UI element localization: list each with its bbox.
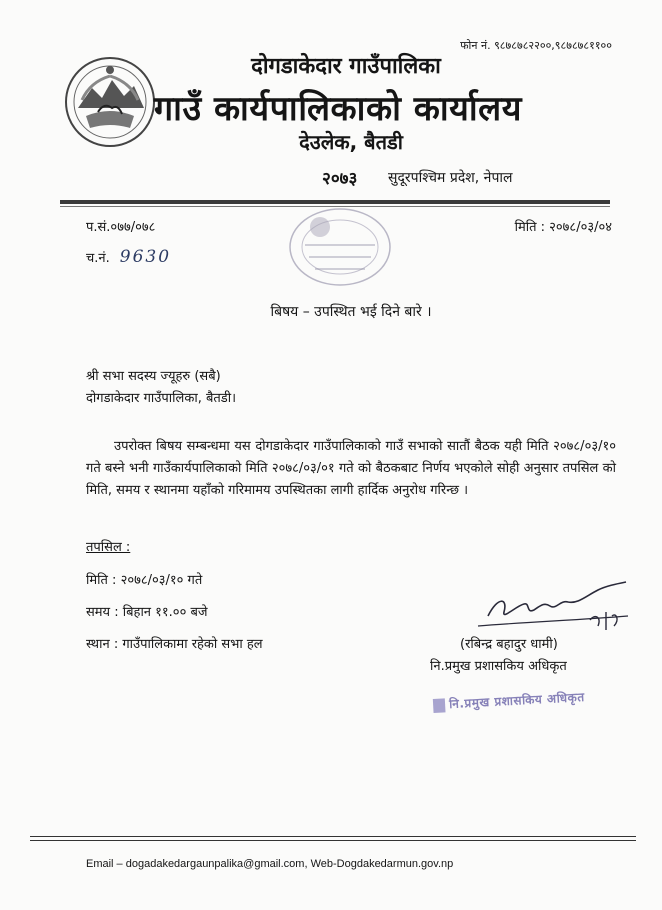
footer-contact: Email – dogadakedargaunpalika@gmail.com, Web-Dogdakedarmun.gov.np	[86, 858, 454, 870]
established-year: २०७३	[322, 169, 358, 189]
office-location: देउलेक, बैतडी	[299, 130, 403, 154]
signatory-title: नि.प्रमुख प्रशासकिय अधिकृत	[430, 659, 567, 674]
footer-divider-second	[30, 840, 636, 841]
letter-body: उपरोक्त बिषय सम्बन्धमा यस दोगडाकेदार गाउँपालिकाको गाउँ सभाको सातौं बैठक यही मिति २०७८/०३/१० गते बस्ने भनी गाउँकार्यपालिकाको मिति २०७८/०३/०१ गते को बैठकबाट निर्णय भएकोले सोही अनुसार तपसिल को मिति, समय र स्थानमा यहाँको गरिमामय उपस्थितका लागी हार्दिक अनुरोध गरिन्छ ।	[86, 439, 616, 498]
dispatch-label: च.नं.	[86, 251, 110, 266]
phone-numbers: फोन नं. ९८७८७८२२००,९८७८७८११००	[460, 39, 612, 52]
dispatch-number	[86, 247, 171, 267]
stamp-mark-icon	[433, 698, 446, 713]
letter-date: मिति : २०७८/०३/०४	[514, 220, 612, 235]
reference-number: प.सं.०७७/०७८	[86, 220, 156, 235]
office-seal-stamp	[285, 205, 395, 290]
municipality-name: दोगडाकेदार गाउँपालिका	[251, 54, 441, 79]
dispatch-number-handwritten: 9630	[119, 247, 172, 267]
signatory-name: (रबिन्द्र बहादुर धामी)	[460, 637, 558, 652]
recipient-line-2: दोगडाकेदार गाउँपालिका, बैतडी।	[86, 391, 237, 406]
designation-stamp	[433, 688, 585, 713]
recipient-line-1: श्री सभा सदस्य ज्यूहरु (सबै)	[86, 369, 221, 384]
letter-subject: बिषय – उपस्थित भई दिने बारे ।	[270, 304, 432, 320]
stamp-text: नि.प्रमुख प्रशासकिय अधिकृत	[448, 690, 586, 712]
meeting-venue: स्थान : गाउँपालिकामा रहेको सभा हल	[86, 637, 263, 652]
meeting-date: मिति : २०७८/०३/१० गते	[86, 573, 203, 588]
footer-divider	[30, 836, 636, 837]
handwritten-signature	[468, 576, 633, 638]
office-title: गाउँ कार्यपालिकाको कार्यालय	[154, 89, 522, 129]
province-country: सुदूरपश्चिम प्रदेश, नेपाल	[388, 170, 513, 186]
meeting-time: समय : बिहान ११.०० बजे	[86, 605, 208, 620]
details-heading: तपसिल :	[86, 540, 131, 555]
header-divider	[60, 200, 610, 204]
